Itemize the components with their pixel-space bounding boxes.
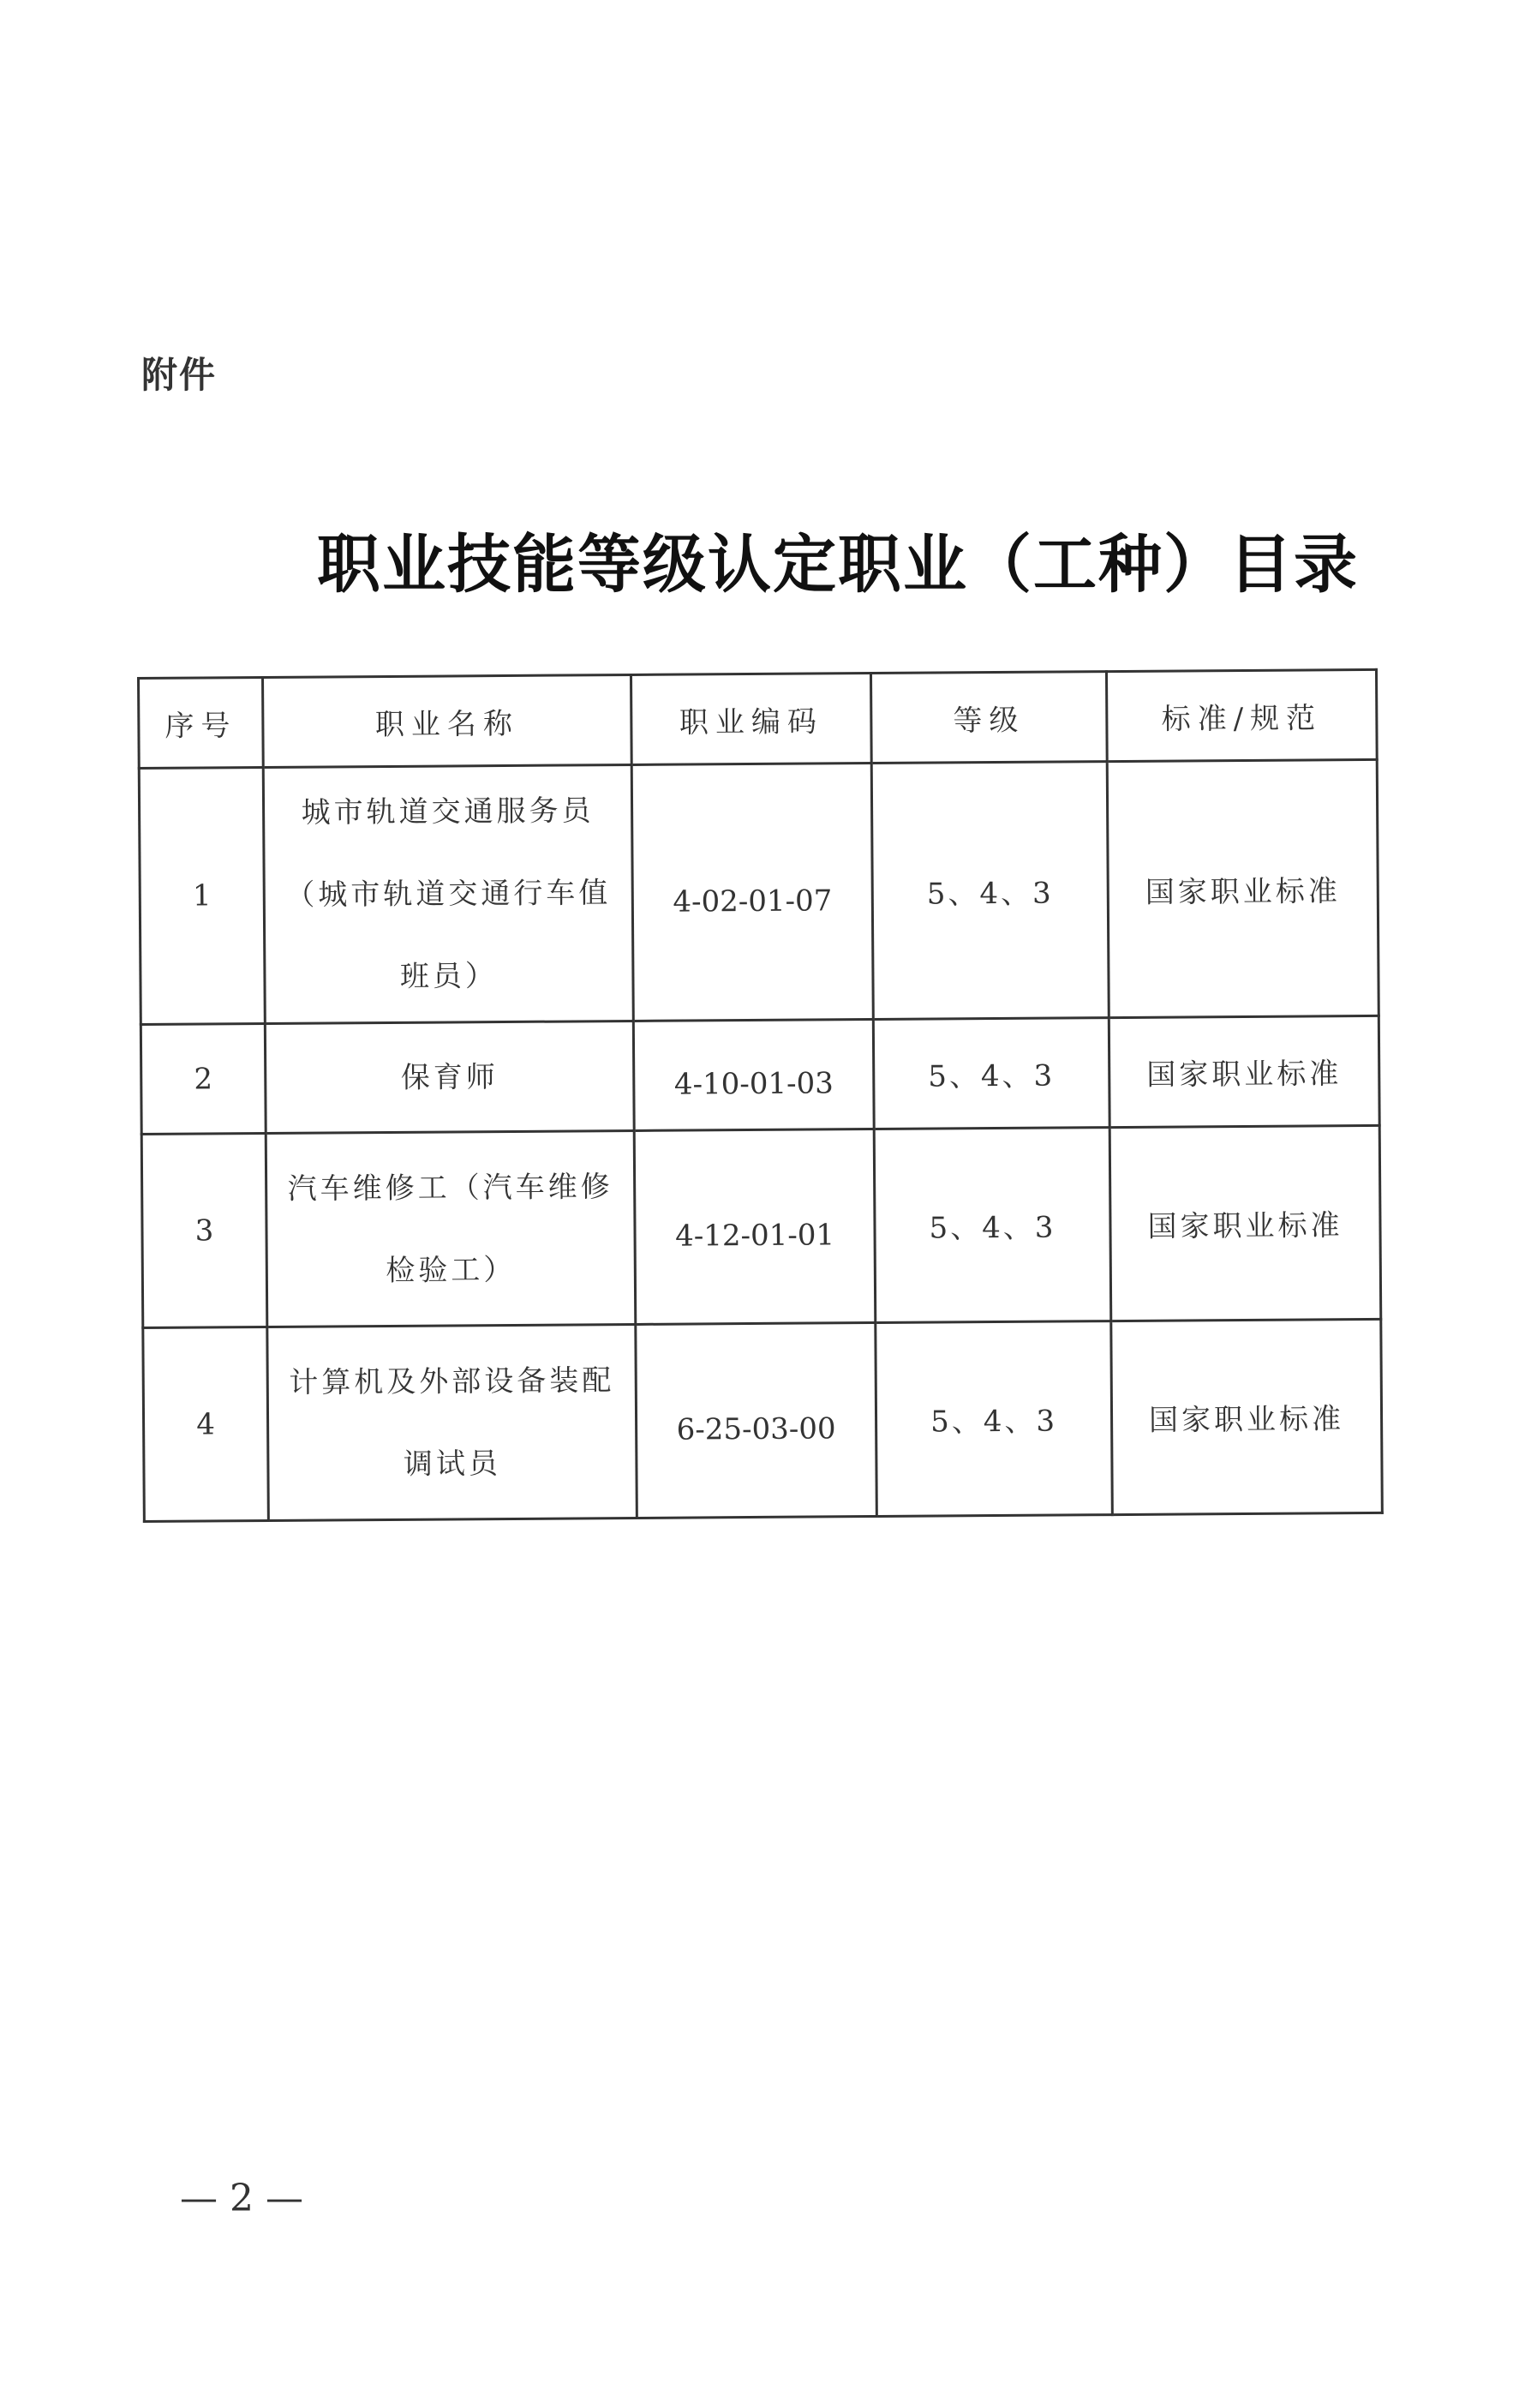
cell-occupation-name: 汽车维修工（汽车维修检验工） xyxy=(266,1130,636,1327)
occupation-catalog-table-wrapper xyxy=(137,668,1381,1523)
cell-serial-number: 1 xyxy=(139,767,265,1024)
cell-occupation-code: 4-10-01-03 xyxy=(633,1020,874,1131)
cell-occupation-code: 4-12-01-01 xyxy=(634,1129,876,1325)
header-level: 等级 xyxy=(870,672,1107,764)
cell-serial-number: 2 xyxy=(141,1023,266,1134)
cell-standard: 国家职业标准 xyxy=(1109,1015,1379,1127)
cell-occupation-name: 城市轨道交通服务员（城市轨道交通行车值班员） xyxy=(263,764,633,1023)
attachment-label: 附件 xyxy=(141,354,218,396)
page-number: — 2 — xyxy=(180,2177,303,2220)
header-standard: 标准/规范 xyxy=(1106,669,1377,761)
cell-serial-number: 4 xyxy=(143,1327,269,1521)
cell-level: 5、4、3 xyxy=(871,762,1109,1020)
cell-level: 5、4、3 xyxy=(874,1128,1111,1323)
document-title: 职业技能等级认定职业（工种）目录 xyxy=(317,528,1359,602)
cell-occupation-name: 计算机及外部设备装配调试员 xyxy=(267,1324,637,1520)
table-row xyxy=(141,1125,1381,1327)
table-header-row xyxy=(139,669,1378,768)
occupation-catalog-table xyxy=(137,668,1384,1523)
cell-occupation-name: 保育师 xyxy=(265,1021,634,1133)
table-row xyxy=(143,1319,1383,1521)
cell-standard: 国家职业标准 xyxy=(1107,759,1378,1017)
header-occupation-code: 职业编码 xyxy=(631,674,871,765)
cell-standard: 国家职业标准 xyxy=(1111,1319,1383,1514)
table-row xyxy=(141,1015,1379,1134)
cell-occupation-code: 6-25-03-00 xyxy=(636,1323,877,1518)
header-occupation-name: 职业名称 xyxy=(263,674,632,767)
cell-level: 5、4、3 xyxy=(876,1321,1113,1517)
cell-standard: 国家职业标准 xyxy=(1109,1125,1381,1321)
cell-level: 5、4、3 xyxy=(873,1018,1109,1129)
cell-serial-number: 3 xyxy=(141,1133,267,1327)
header-serial-number: 序号 xyxy=(139,677,264,768)
table-row xyxy=(139,759,1378,1024)
cell-occupation-code: 4-02-01-07 xyxy=(631,764,873,1021)
